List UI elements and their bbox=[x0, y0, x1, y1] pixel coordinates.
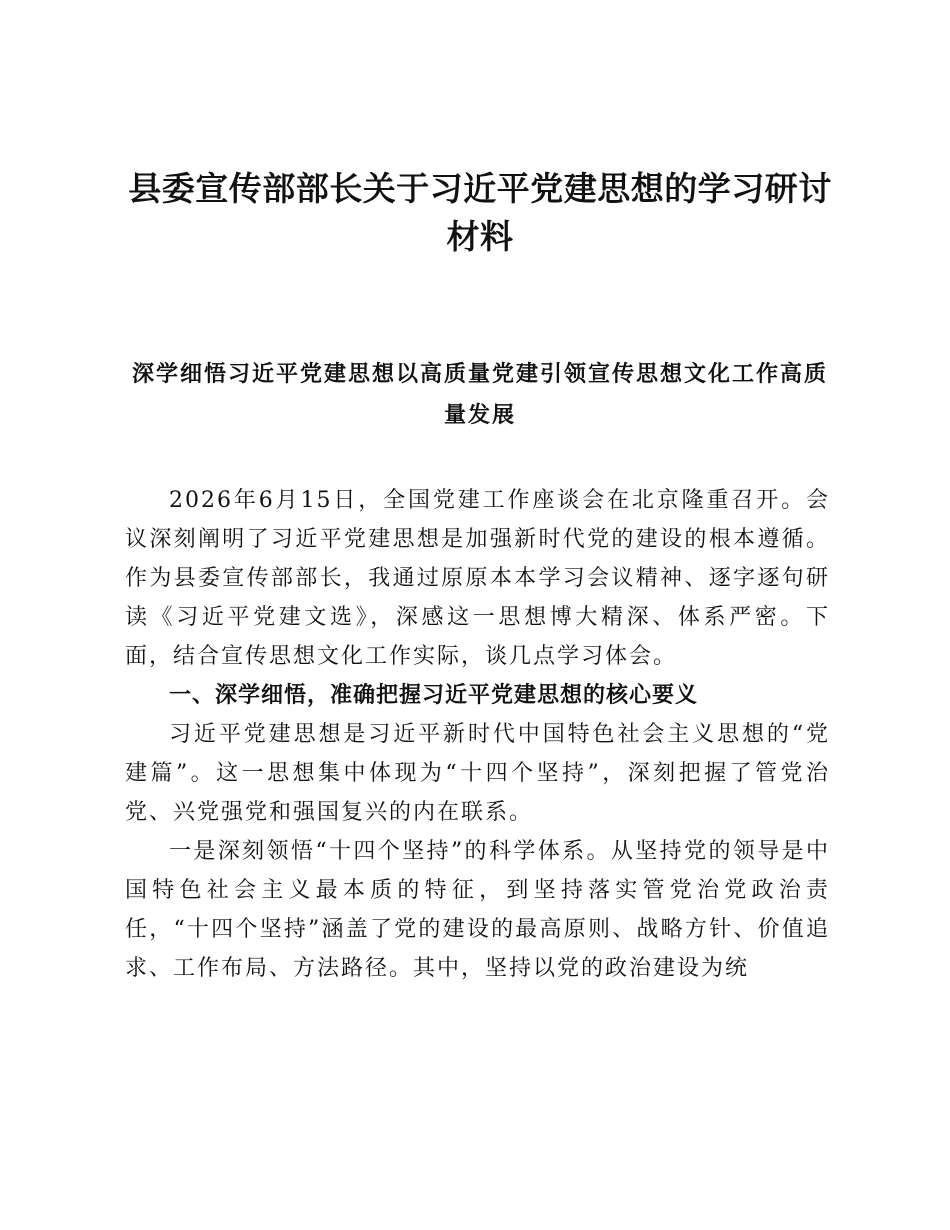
paragraph-intro: 2026年6月15日，全国党建工作座谈会在北京隆重召开。会议深刻阐明了习近平党建思想是加强新时代党的建设的根本遵循。作为县委宣传部部长，我通过原原本本学习会议精神、逐字逐句研读《习近平党建文选》，深感这一思想博大精深、体系严密。下面，结合宣传思想文化工作实际，谈几点学习体会。 bbox=[125, 488, 830, 669]
paragraph-section-1-intro: 习近平党建思想是习近平新时代中国特色社会主义思想的“党建篇”。这一思想集中体现为“十四个坚持”，深刻把握了管党治党、兴党强党和强国复兴的内在联系。 bbox=[125, 722, 830, 825]
section-heading-1: 一、深学细悟，准确把握习近平党建思想的核心要义 bbox=[169, 683, 699, 708]
document-title: 县委宣传部部长关于习近平党建思想的学习研讨材料 bbox=[128, 169, 832, 256]
document-subtitle: 深学细悟习近平党建思想以高质量党建引领宣传思想文化工作高质量发展 bbox=[131, 361, 828, 428]
document-body bbox=[125, 481, 830, 988]
paragraph-point-1: 一是深刻领悟“十四个坚持”的科学体系。从坚持党的领导是中国特色社会主义最本质的特征，到坚持落实管党治党政治责任，“十四个坚持”涵盖了党的建设的最高原则、战略方针、价值追求、工作布局、方法路径。其中，坚持以党的政治建设为统 bbox=[125, 839, 830, 981]
